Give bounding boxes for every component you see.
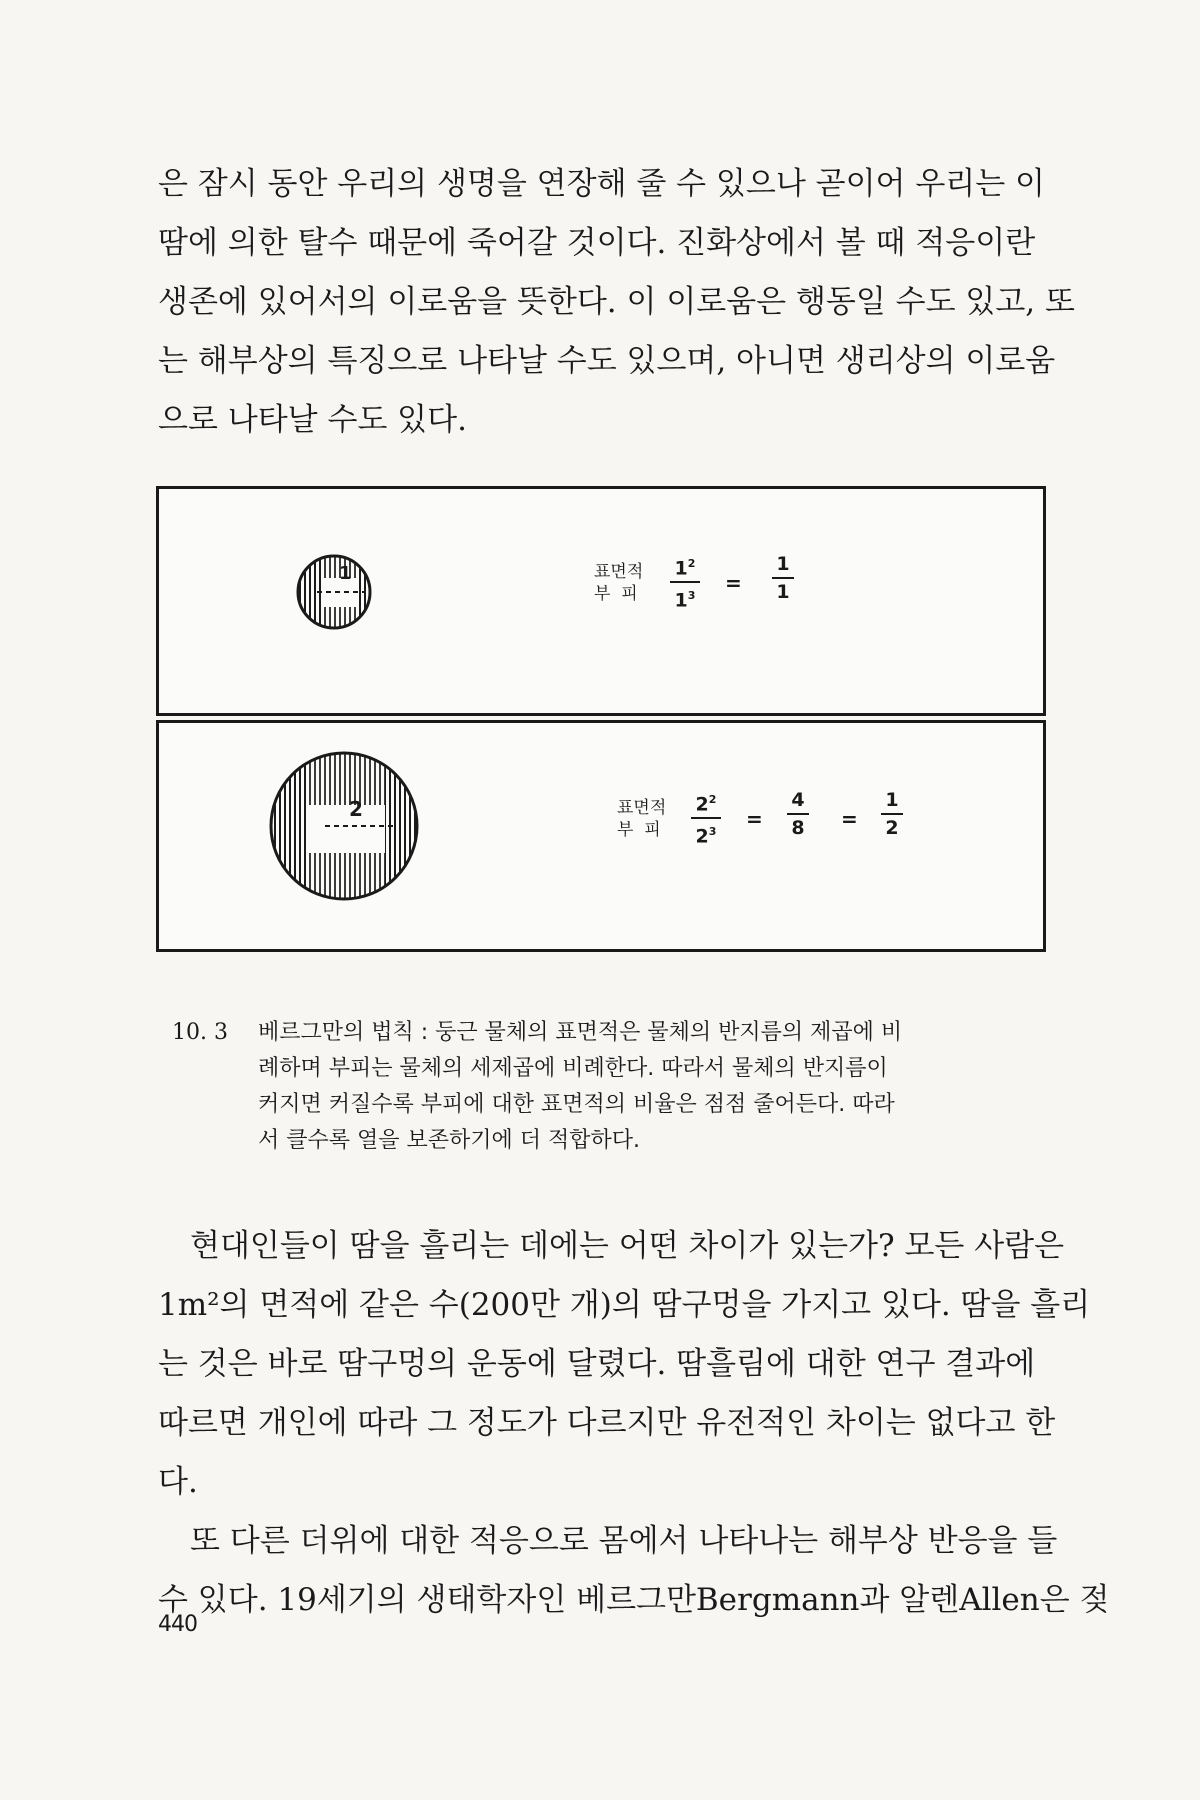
caption-line: 례하며 부피는 물체의 세제곱에 비례한다. 따라서 물체의 반지름이 [258, 1056, 888, 1081]
caption-line: 서 클수록 열을 보존하기에 더 적합하다. [258, 1128, 640, 1153]
surface-area-label: 표면적 [594, 562, 644, 582]
page-number: 440 [158, 1612, 197, 1637]
fraction-surface-volume: $1^2$ $1^3$ [670, 553, 700, 612]
surface-area-label: 표면적 [617, 798, 667, 818]
caption-line: 커지면 커질수록 부피에 대한 표면적의 비율은 점점 줄어든다. 따라 [258, 1092, 895, 1117]
paragraph-line: 은 잠시 동안 우리의 생명을 연장해 줄 수 있으나 곧이어 우리는 이 [158, 166, 1045, 202]
volume-label: 부 피 [594, 584, 638, 604]
paragraph-line: 수 있다. 19세기의 생태학자인 베르그만Bergmann과 알렌Allen은 젖 [158, 1582, 1110, 1618]
fraction-intermediate: 4 8 [787, 789, 809, 839]
fraction-result: 1 1 [772, 553, 794, 603]
paragraph-line: 는 해부상의 특징으로 나타날 수도 있으며, 아니면 생리상의 이로움 [158, 343, 1056, 379]
large-sphere-illustration [159, 723, 1043, 949]
radius-label: 1 [339, 563, 352, 584]
volume-label: 부 피 [617, 820, 661, 840]
equals-sign: = [746, 807, 763, 831]
radius-label: 2 [349, 797, 363, 821]
paragraph-line: 는 것은 바로 땀구멍의 운동에 달렸다. 땀흘림에 대한 연구 결과에 [158, 1346, 1036, 1382]
paragraph-line: 또 다른 더위에 대한 적응으로 몸에서 나타나는 해부상 반응을 들 [190, 1523, 1058, 1559]
fraction-surface-volume: $2^2$ $2^3$ [691, 789, 721, 848]
paragraph-line: 다. [158, 1464, 198, 1500]
figure-panel-small-sphere [156, 486, 1046, 716]
caption-number: 10. 3 [172, 1020, 228, 1045]
paragraph-line: 현대인들이 땀을 흘리는 데에는 어떤 차이가 있는가? 모든 사람은 [190, 1228, 1065, 1264]
paragraph-bottom [158, 1217, 1110, 1630]
equals-sign: = [725, 571, 742, 595]
paragraph-top [158, 155, 1075, 450]
paragraph-line: 땀에 의한 탈수 때문에 죽어갈 것이다. 진화상에서 볼 때 적응이란 [158, 225, 1036, 261]
paragraph-line: 1m²의 면적에 같은 수(200만 개)의 땀구멍을 가지고 있다. 땀을 흘리 [158, 1287, 1091, 1323]
paragraph-line: 생존에 있어서의 이로움을 뜻한다. 이 이로움은 행동일 수도 있고, 또 [158, 284, 1075, 320]
caption-text [258, 1015, 1028, 1159]
figure-panel-large-sphere [156, 720, 1046, 952]
fraction-result: 1 2 [881, 789, 903, 839]
caption-line: 베르그만의 법칙 : 둥근 물체의 표면적은 물체의 반지름의 제곱에 비 [258, 1020, 903, 1045]
paragraph-line: 따르면 개인에 따라 그 정도가 다르지만 유전적인 차이는 없다고 한 [158, 1405, 1056, 1441]
paragraph-line: 으로 나타날 수도 있다. [158, 402, 467, 438]
equals-sign: = [841, 807, 858, 831]
